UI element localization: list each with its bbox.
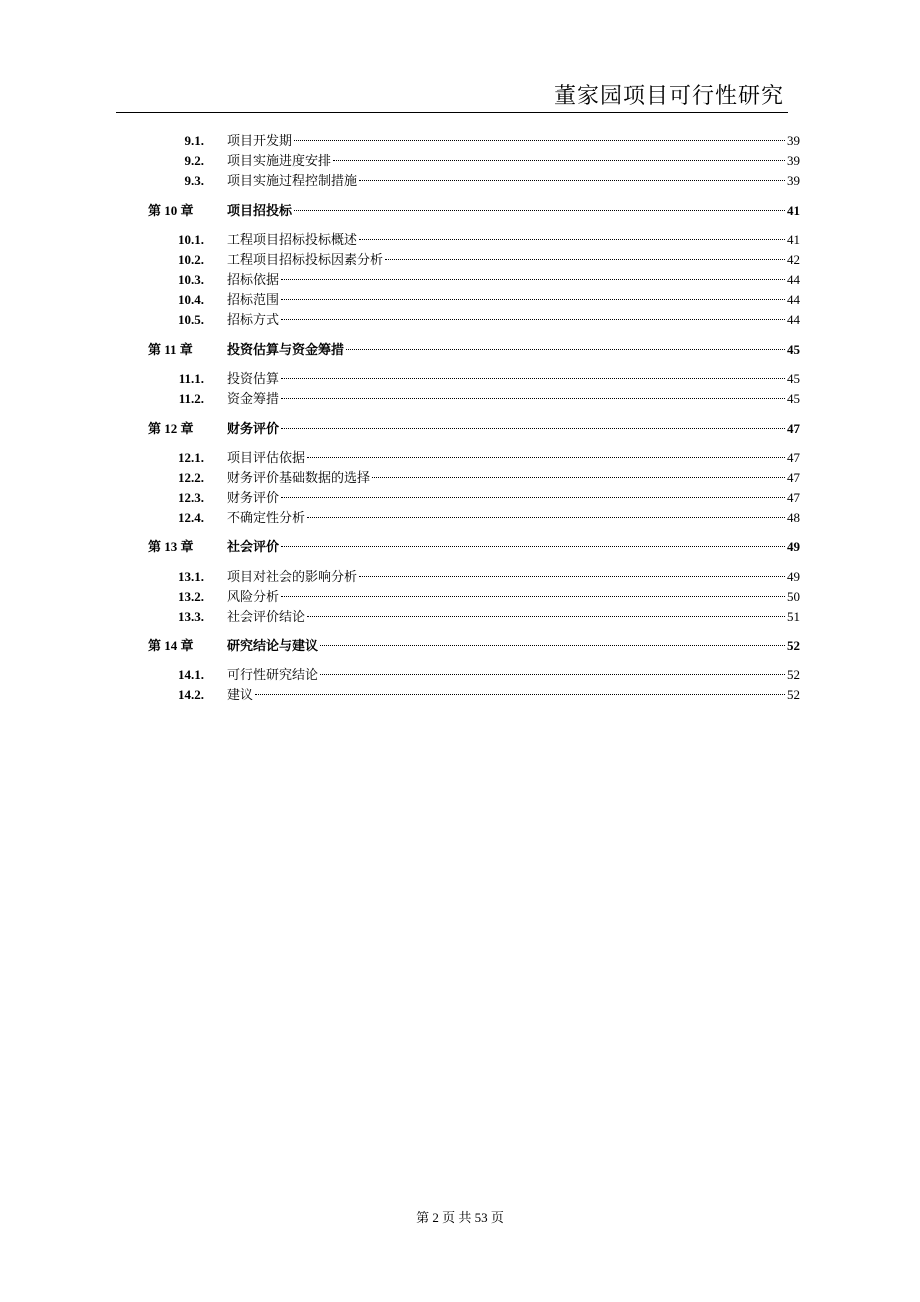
toc-entry-number: 13.3. [178, 609, 204, 624]
toc-entry-line [227, 310, 800, 331]
toc-entry-line [227, 230, 800, 251]
toc-entry-line [227, 369, 800, 390]
toc-entry-number: 10.3. [178, 272, 204, 287]
toc-entry-label: 投资估算 [227, 372, 280, 387]
toc-entry-label: 财务评价 [227, 422, 280, 437]
toc-entry-line [227, 665, 800, 686]
toc-entry-page-number: 52 [787, 667, 800, 682]
toc-section-entry[interactable] [0, 567, 920, 587]
toc-entry-line [227, 290, 800, 311]
toc-section-entry[interactable] [0, 171, 920, 191]
toc-entry-page-number: 47 [787, 421, 800, 436]
toc-dot-leader [307, 616, 785, 617]
toc-dot-leader [333, 160, 785, 161]
toc-entry-number: 12.2. [178, 470, 204, 485]
toc-entry-number: 13.2. [178, 589, 204, 604]
toc-entry-number: 12.1. [178, 450, 204, 465]
toc-entry-line [227, 508, 800, 529]
toc-entry-label: 不确定性分析 [227, 511, 306, 526]
toc-entry-page-number: 44 [787, 312, 800, 327]
toc-dot-leader [307, 457, 785, 458]
toc-entry-line [227, 250, 800, 271]
toc-entry-line [227, 171, 800, 192]
toc-chapter-entry[interactable] [0, 419, 920, 439]
toc-entry-page-number: 51 [787, 609, 800, 624]
toc-entry-line [227, 419, 800, 440]
toc-entry-page-number: 52 [787, 687, 800, 702]
toc-entry-number: 12.3. [178, 490, 204, 505]
toc-entry-page-number: 49 [787, 539, 800, 554]
toc-entry-page-number: 39 [787, 133, 800, 148]
toc-entry-line [227, 448, 800, 469]
toc-entry-label: 可行性研究结论 [227, 668, 319, 683]
toc-dot-leader [281, 319, 785, 320]
toc-section-entry[interactable] [0, 389, 920, 409]
toc-entry-line [227, 607, 800, 628]
toc-chapter-entry[interactable] [0, 201, 920, 221]
toc-dot-leader [281, 398, 785, 399]
toc-dot-leader [281, 546, 785, 547]
toc-entry-page-number: 42 [787, 252, 800, 267]
toc-entry-page-number: 44 [787, 292, 800, 307]
toc-entry-line [227, 685, 800, 706]
toc-entry-number: 10.5. [178, 312, 204, 327]
page-footer: 第 2 页 共 53 页 [416, 1210, 504, 1225]
toc-entry-number: 9.2. [184, 153, 204, 168]
toc-entry-page-number: 45 [787, 371, 800, 386]
toc-entry-label: 工程项目招标投标概述 [227, 233, 358, 248]
toc-section-entry[interactable] [0, 131, 920, 151]
toc-entry-page-number: 47 [787, 470, 800, 485]
toc-section-entry[interactable] [0, 488, 920, 508]
toc-entry-number: 11.2. [178, 391, 204, 406]
toc-entry-label: 资金筹措 [227, 392, 280, 407]
toc-dot-leader [281, 279, 785, 280]
toc-dot-leader [346, 349, 785, 350]
toc-dot-leader [281, 497, 785, 498]
toc-chapter-entry[interactable] [0, 340, 920, 360]
toc-entry-number: 10.1. [178, 232, 204, 247]
toc-dot-leader [281, 378, 785, 379]
toc-entry-label: 社会评价 [227, 540, 280, 555]
toc-entry-page-number: 48 [787, 510, 800, 525]
toc-entry-label: 招标方式 [227, 313, 280, 328]
toc-section-entry[interactable] [0, 310, 920, 330]
toc-entry-line [227, 468, 800, 489]
toc-entry-number: 10.2. [178, 252, 204, 267]
toc-entry-line [227, 537, 800, 558]
toc-dot-leader [320, 645, 785, 646]
toc-chapter-entry[interactable] [0, 636, 920, 656]
toc-section-entry[interactable] [0, 270, 920, 290]
toc-entry-page-number: 39 [787, 153, 800, 168]
toc-entry-number: 第 13 章 [148, 539, 194, 554]
toc-entry-label: 项目实施过程控制措施 [227, 174, 358, 189]
toc-section-entry[interactable] [0, 665, 920, 685]
toc-entry-line [227, 270, 800, 291]
toc-entry-label: 社会评价结论 [227, 610, 306, 625]
toc-entry-number: 第 11 章 [148, 342, 193, 357]
toc-section-entry[interactable] [0, 250, 920, 270]
toc-entry-label: 项目对社会的影响分析 [227, 570, 358, 585]
toc-entry-line [227, 389, 800, 410]
toc-entry-label: 财务评价基础数据的选择 [227, 471, 371, 486]
toc-section-entry[interactable] [0, 151, 920, 171]
toc-entry-page-number: 49 [787, 569, 800, 584]
toc-entry-label: 项目评估依据 [227, 451, 306, 466]
toc-entry-page-number: 45 [787, 391, 800, 406]
toc-entry-page-number: 41 [787, 232, 800, 247]
toc-entry-label: 建议 [227, 688, 254, 703]
toc-entry-page-number: 41 [787, 203, 800, 218]
toc-dot-leader [307, 517, 785, 518]
toc-section-entry[interactable] [0, 290, 920, 310]
toc-entry-line [227, 567, 800, 588]
toc-entry-page-number: 47 [787, 450, 800, 465]
toc-dot-leader [385, 259, 785, 260]
toc-entry-line [227, 636, 800, 657]
toc-entry-page-number: 52 [787, 638, 800, 653]
toc-entry-label: 项目开发期 [227, 134, 293, 149]
toc-entry-page-number: 50 [787, 589, 800, 604]
toc-entry-page-number: 45 [787, 342, 800, 357]
toc-dot-leader [359, 239, 785, 240]
toc-dot-leader [281, 299, 785, 300]
toc-entry-number: 第 12 章 [148, 421, 194, 436]
header-rule [116, 112, 788, 113]
toc-entry-number: 13.1. [178, 569, 204, 584]
toc-entry-number: 14.2. [178, 687, 204, 702]
toc-entry-page-number: 47 [787, 490, 800, 505]
toc-entry-label: 项目招投标 [227, 204, 293, 219]
toc-entry-page-number: 39 [787, 173, 800, 188]
toc-section-entry[interactable] [0, 468, 920, 488]
toc-dot-leader [294, 140, 785, 141]
toc-entry-number: 10.4. [178, 292, 204, 307]
toc-dot-leader [372, 477, 785, 478]
toc-section-entry[interactable] [0, 230, 920, 250]
toc-entry-number: 12.4. [178, 510, 204, 525]
toc-section-entry[interactable] [0, 508, 920, 528]
toc-entry-line [227, 587, 800, 608]
toc-dot-leader [359, 180, 785, 181]
toc-entry-line [227, 488, 800, 509]
toc-entry-line [227, 201, 800, 222]
toc-entry-label: 工程项目招标投标因素分析 [227, 253, 384, 268]
toc-dot-leader [281, 596, 785, 597]
toc-dot-leader [359, 576, 785, 577]
toc-entry-number: 9.1. [184, 133, 204, 148]
toc-entry-number: 第 14 章 [148, 638, 194, 653]
toc-chapter-entry[interactable] [0, 537, 920, 557]
toc-entry-line [227, 340, 800, 361]
toc-entry-line [227, 151, 800, 172]
toc-entry-number: 9.3. [184, 173, 204, 188]
toc-entry-label: 研究结论与建议 [227, 639, 319, 654]
toc-dot-leader [255, 694, 785, 695]
toc-entry-number: 11.1. [178, 371, 204, 386]
toc-entry-line [227, 131, 800, 152]
toc-section-entry[interactable] [0, 587, 920, 607]
toc-dot-leader [320, 674, 785, 675]
page-header-title: 董家园项目可行性研究 [553, 84, 784, 109]
toc-entry-label: 招标依据 [227, 273, 280, 288]
toc-entry-label: 财务评价 [227, 491, 280, 506]
toc-dot-leader [281, 428, 785, 429]
toc-entry-label: 风险分析 [227, 590, 280, 605]
toc-section-entry[interactable] [0, 448, 920, 468]
toc-entry-label: 招标范围 [227, 293, 280, 308]
toc-entry-number: 第 10 章 [148, 203, 194, 218]
toc-section-entry[interactable] [0, 607, 920, 627]
toc-entry-page-number: 44 [787, 272, 800, 287]
toc-entry-label: 项目实施进度安排 [227, 154, 332, 169]
toc-entry-label: 投资估算与资金筹措 [227, 343, 345, 358]
toc-entry-number: 14.1. [178, 667, 204, 682]
toc-dot-leader [294, 210, 785, 211]
toc-section-entry[interactable] [0, 685, 920, 705]
toc-section-entry[interactable] [0, 369, 920, 389]
